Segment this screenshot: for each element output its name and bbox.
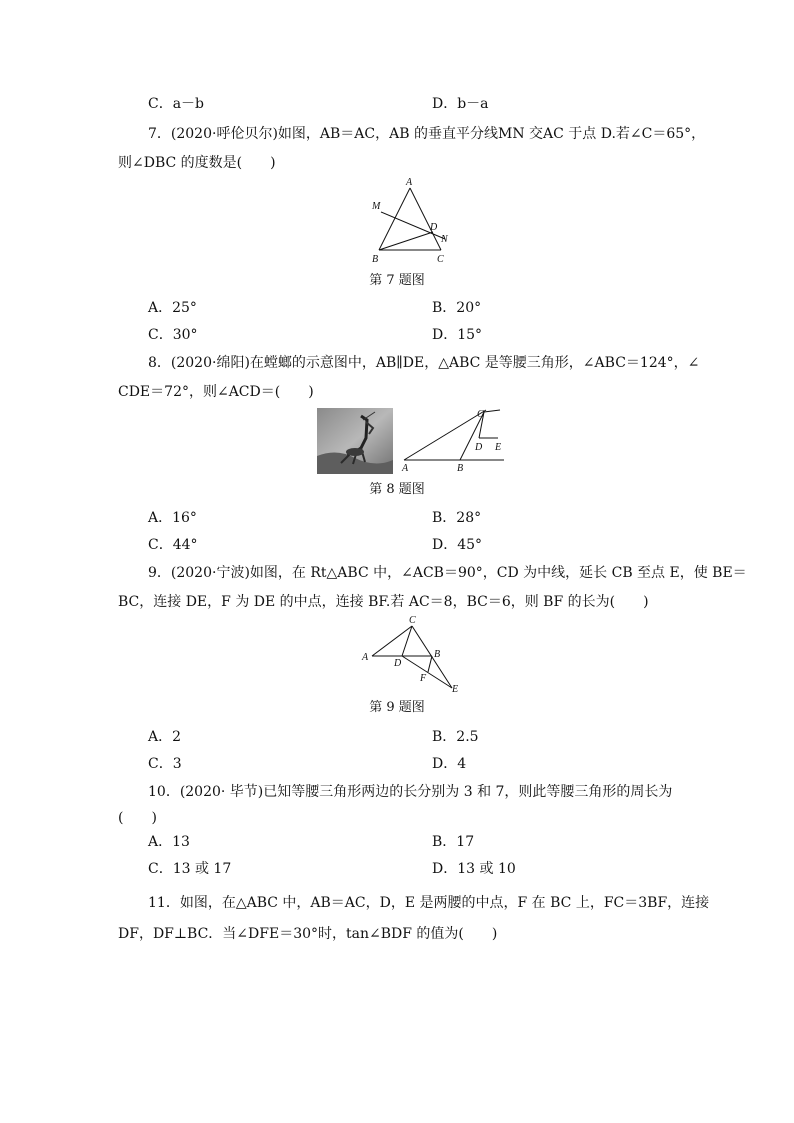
q11-stem-line1: 11．如图，在△ABC 中，AB＝AC，D，E 是两腰的中点，F 在 BC 上，FC＝3BF，连接: [148, 895, 710, 911]
q9-label-f: F: [420, 673, 427, 684]
q8-label-e: E: [495, 442, 502, 453]
q6-option-d: D．b－a: [432, 96, 489, 112]
q9-option-c: C．3: [148, 756, 182, 772]
q8-label-b: B: [457, 463, 464, 474]
q10-option-d: D．13 或 10: [432, 861, 516, 877]
q10-stem-line1: 10．(2020· 毕节)已知等腰三角形两边的长分别为 3 和 7，则此等腰三角形的周长为: [148, 784, 673, 800]
q7-option-d: D．15°: [432, 327, 483, 343]
q7-figure-caption: 第 7 题图: [369, 273, 425, 288]
q9-label-c: C: [409, 615, 416, 626]
q8-option-a: A．16°: [148, 510, 197, 526]
q7-figure: [365, 172, 465, 267]
q7-label-m: M: [372, 201, 381, 212]
q7-stem-line2: 则∠DBC 的度数是( ): [118, 155, 276, 171]
q8-figure-caption: 第 8 题图: [369, 482, 425, 497]
q9-option-d: D．4: [432, 756, 467, 772]
q7-label-d: D: [430, 222, 438, 233]
q7-option-a: A．25°: [148, 300, 197, 316]
q6-option-c: C．a－b: [148, 96, 205, 112]
q8-stem-line1: 8．(2020·绵阳)在螳螂的示意图中，AB∥DE，△ABC 是等腰三角形，∠ABC＝124°，∠: [148, 355, 700, 371]
q7-option-c: C．30°: [148, 327, 198, 343]
q7-label-c: C: [437, 254, 444, 265]
q10-option-a: A．13: [148, 834, 190, 850]
q9-figure-caption: 第 9 题图: [369, 700, 425, 715]
q9-label-d: D: [394, 658, 402, 669]
q9-stem-line1: 9．(2020·宁波)如图，在 Rt△ABC 中，∠ACB＝90°，CD 为中线，延长 CB 至点 E，使 BE＝: [148, 565, 747, 581]
q9-figure: [356, 614, 466, 696]
q8-label-c: C: [477, 409, 484, 420]
q8-stem-line2: CDE＝72°，则∠ACD＝( ): [118, 384, 314, 400]
mantis-photo: [317, 408, 393, 474]
q9-stem-line2: BC，连接 DE，F 为 DE 的中点，连接 BF.若 AC＝8，BC＝6，则 BF 的长为( ): [118, 594, 649, 610]
q7-label-b: B: [372, 254, 379, 265]
q8-figure: [398, 403, 510, 475]
q7-label-n: N: [441, 234, 448, 245]
q9-label-b: B: [434, 649, 441, 660]
q9-label-e: E: [452, 684, 459, 695]
q7-stem-line1: 7．(2020·呼伦贝尔)如图，AB＝AC，AB 的垂直平分线MN 交AC 于点 D.若∠C＝65°，: [148, 126, 706, 142]
q7-label-a: A: [406, 177, 413, 188]
q9-label-a: A: [362, 652, 369, 663]
q9-option-b: B．2.5: [432, 729, 479, 745]
q8-label-d: D: [475, 442, 483, 453]
q10-stem-line2: ( ): [118, 810, 157, 826]
q8-option-d: D．45°: [432, 537, 483, 553]
q10-option-c: C．13 或 17: [148, 861, 232, 877]
q8-option-b: B．28°: [432, 510, 482, 526]
q10-option-b: B．17: [432, 834, 475, 850]
q8-label-a: A: [402, 463, 409, 474]
q7-option-b: B．20°: [432, 300, 482, 316]
q8-option-c: C．44°: [148, 537, 198, 553]
q9-option-a: A．2: [148, 729, 182, 745]
q11-stem-line2: DF，DF⊥BC．当∠DFE＝30°时，tan∠BDF 的值为( ): [118, 926, 498, 942]
